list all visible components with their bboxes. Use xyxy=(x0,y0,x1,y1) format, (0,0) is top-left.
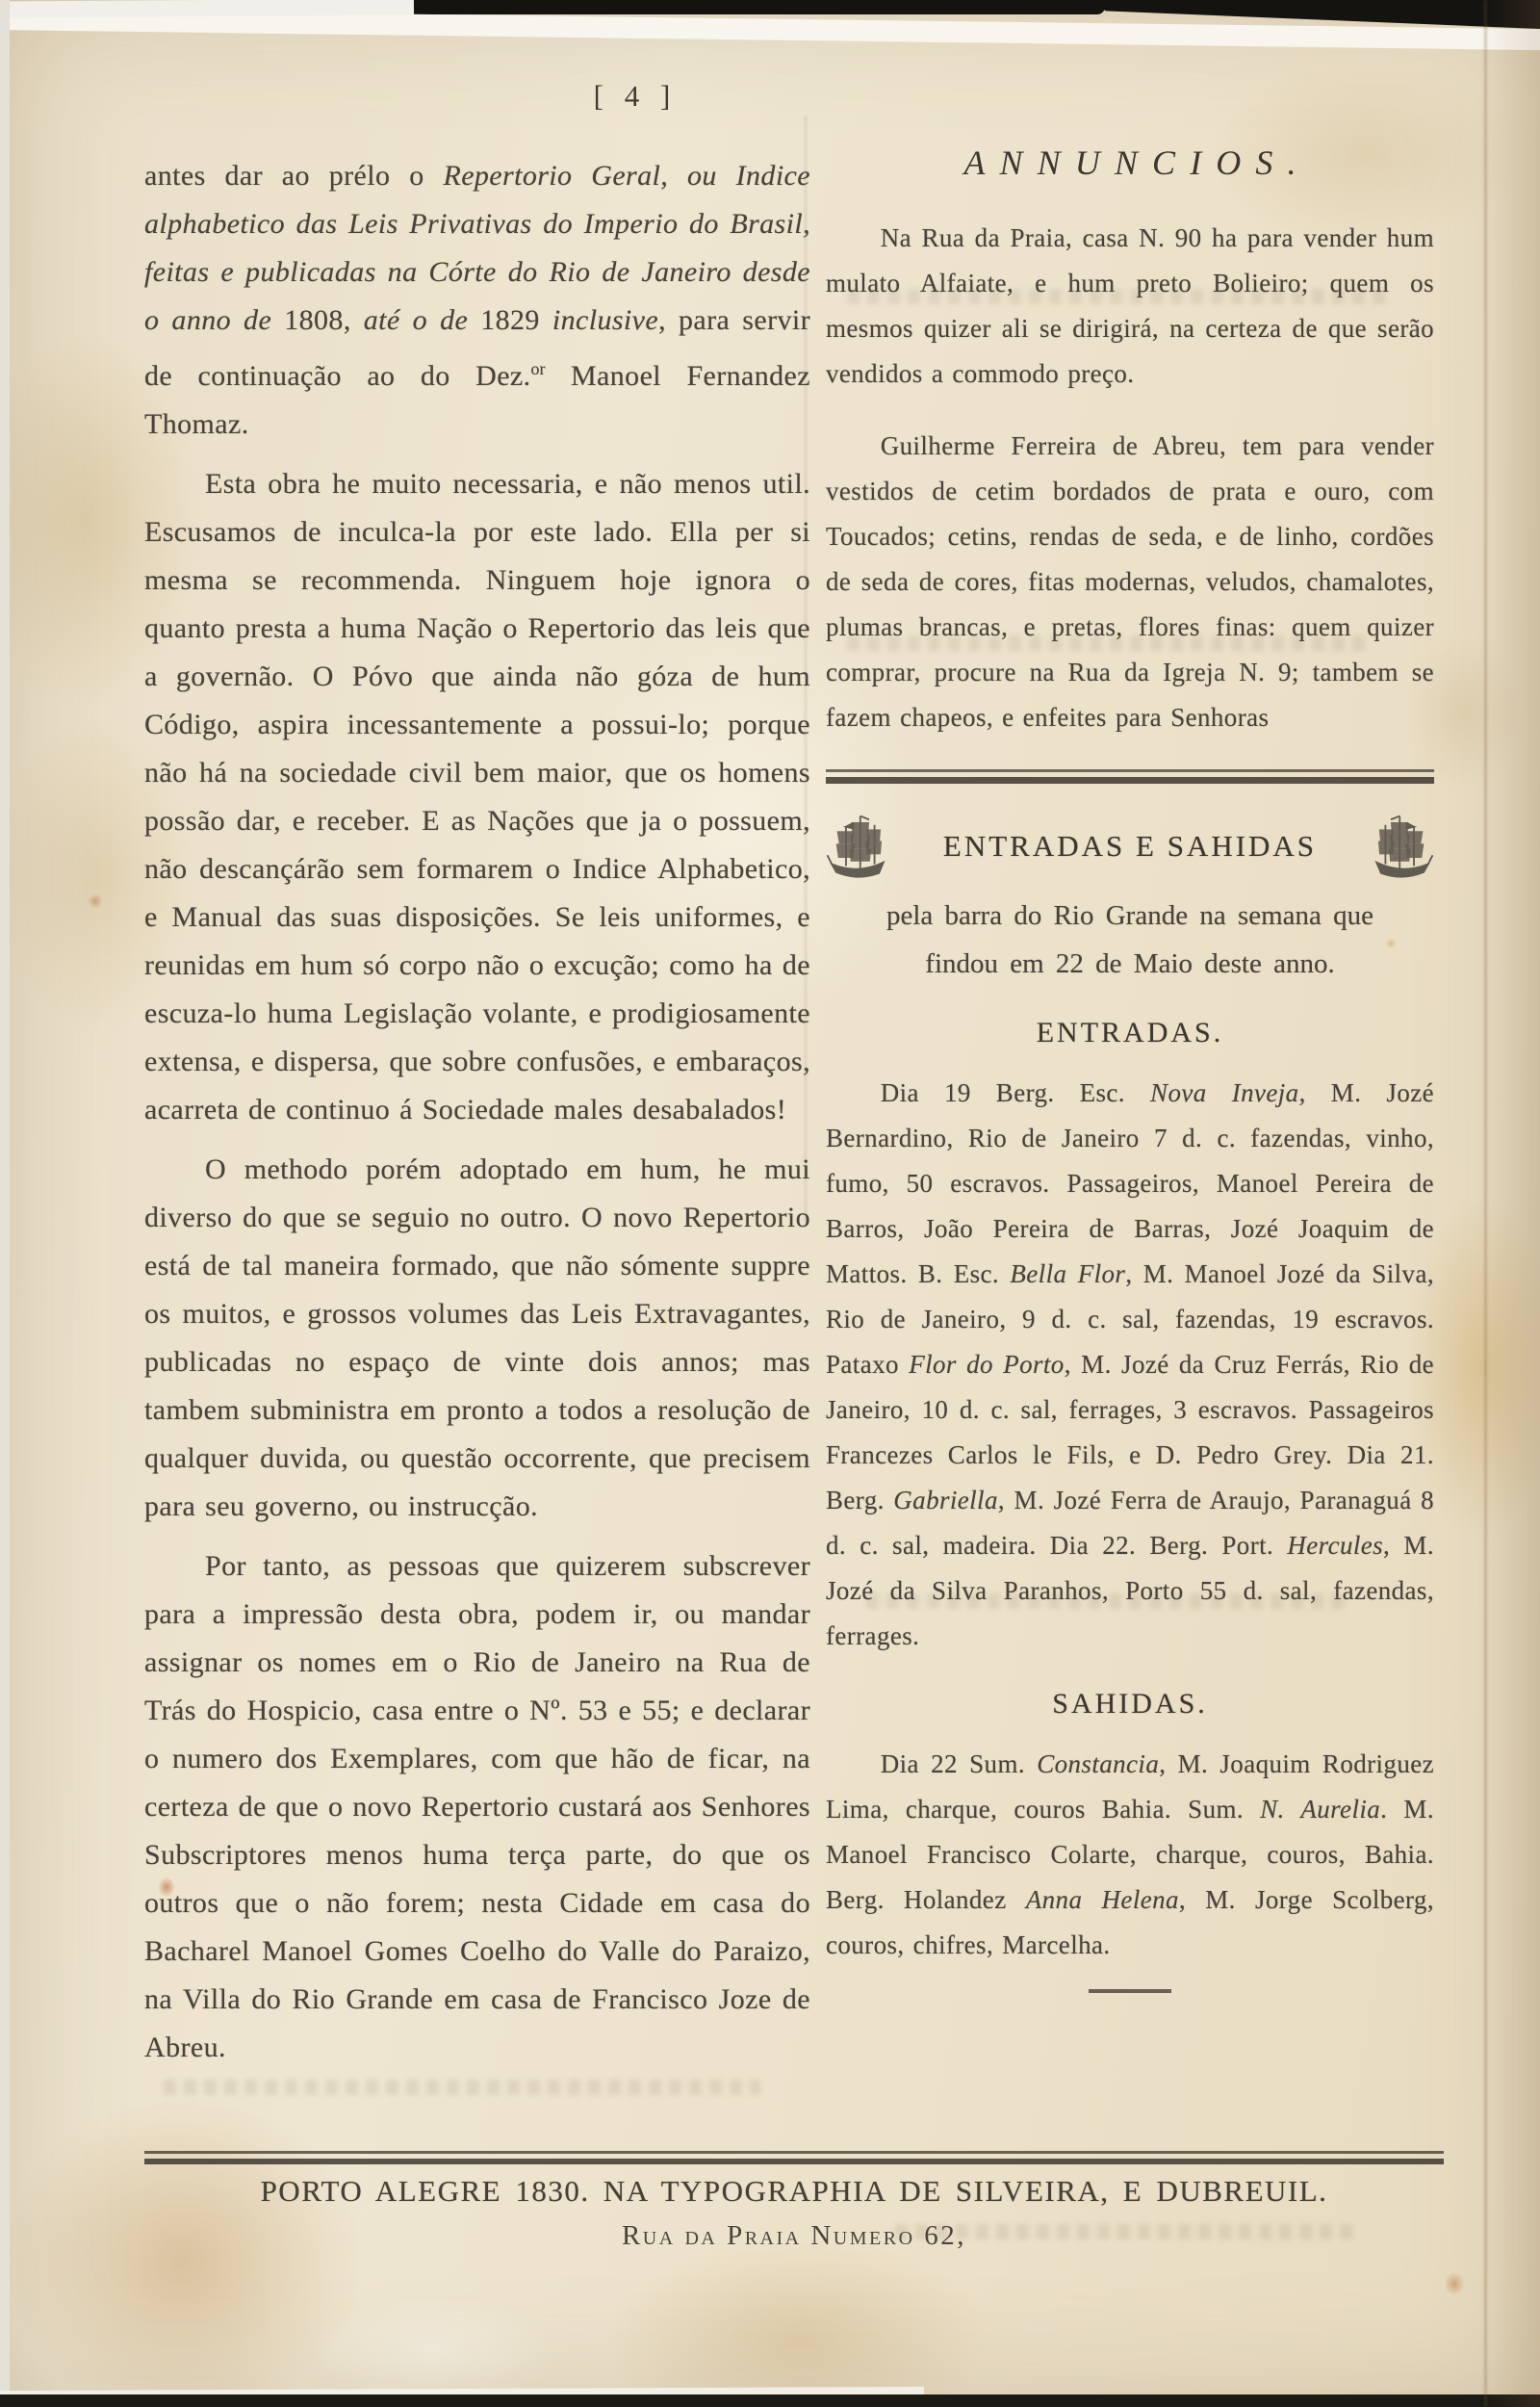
imprint-address: Rua da Praia Numero 62, xyxy=(621,2220,967,2251)
sahidas-heading: SAHIDAS. xyxy=(1052,1688,1208,1720)
paragraph-subscripcao: Por tanto, as pessoas que quizerem subscrever para a impressão desta obra, podem ir, ou mandar assignar os nomes em o Rio de Janeiro na Rua de Trás do Hospicio, casa entre o Nº. 53 e 55; e declarar o numero dos Exemplares, com que hão de ficar, na certeza de que o novo Repertorio custará aos Senhores Subscriptores menos huma terça parte, do que os outros que o não forem; nesta Cidade em casa do Bacharel Manoel Gomes Coelho do Valle do Paraizo, na Villa do Rio Grande em casa de Francisco Joze de Abreu. xyxy=(144,1550,810,2063)
paper-edge-top-left xyxy=(0,0,414,18)
sahidas-report: Dia 22 Sum. Constancia, M. Joaquim Rodriguez Lima, charque, couros Bahia. Sum. N. Aurelia. M. Manoel Francisco Colarte, charque, couros, Bahia. Berg. Holandez Anna Helena, M. Jorge Scolberg, couros, chifres, Marcelha. xyxy=(826,1749,1434,1959)
imprint xyxy=(144,2151,1444,2252)
ship-icon xyxy=(1371,811,1434,882)
ship-icon xyxy=(826,811,889,882)
movements-subtitle-line2: findou em 22 de Maio deste anno. xyxy=(925,948,1335,979)
ad-rua-da-praia: Na Rua da Praia, casa N. 90 ha para vender hum mulato Alfaiate, e hum preto Bolieiro; quem os mesmos quizer ali se dirigirá, na certeza de que serão vendidos a commodo preço. xyxy=(826,223,1434,388)
scan-edge-left xyxy=(0,0,10,2407)
paragraph-methodo: O methodo porém adoptado em hum, he mui diverso do que se seguio no outro. O novo Repertorio está de tal maneira formado, que não sómente suppre os muitos, e grossos volumes das Leis Extravagantes, publicadas no espaço de vinte dois annos; mas tambem subministra em pronto a todos a resolução de qualquer duvida, ou questão occorrente, que precisem para seu governo, ou instrucção. xyxy=(144,1153,810,1522)
entradas-sahidas-header xyxy=(826,811,1434,882)
movements-subtitle-line1: pela barra do Rio Grande na semana que xyxy=(886,900,1374,931)
footer-rule xyxy=(144,2151,1444,2164)
paragraph-esta-obra: Esta obra he muito necessaria, e não menos util. Escusamos de inculca-la por este lado. Ella per si mesma se recommenda. Ninguem hoje ignora o quanto presta a huma Nação o Repertorio das leis que a governão. O Póvo que ainda não góza de hum Código, aspira incessantemente a possui-lo; porque não há na sociedade civil bem maior, que os homens possão dar, e receber. E as Nações que ja o possuem, não descançárão sem formarem o Indice Alphabetico, e Manual das suas disposições. Se leis uniformes, e reunidas em hum só corpo não o excução; como ha de escuza-lo huma Legislação volante, e prodigiosamente extensa, e dispersa, que sobre confusões, e embaraços, acarreta de continuo á Sociedade males desabalados! xyxy=(144,468,810,1126)
imprint-publisher: PORTO ALEGRE 1830. NA TYPOGRAPHIA DE SILVEIRA, E DUBREUIL. xyxy=(260,2174,1328,2208)
annuncios-heading: ANNUNCIOS. xyxy=(963,143,1311,182)
entradas-heading: ENTRADAS. xyxy=(1036,1017,1224,1048)
right-column xyxy=(826,142,1434,1993)
left-column xyxy=(144,152,810,2083)
entradas-report: Dia 19 Berg. Esc. Nova Inveja, M. Jozé Bernardino, Rio de Janeiro 7 d. c. fazendas, vinho, fumo, 50 escravos. Passageiros, Manoel Pereira de Barros, João Pereira de Barras, Jozé Joaquim de Mattos. B. Esc. Bella Flor, M. Manoel Jozé da Silva, Rio de Janeiro, 9 d. c. sal, fazendas, 19 escravos. Pataxo Flor do Porto, M. Jozé da Cruz Ferrás, Rio de Janeiro, 10 d. c. sal, ferrages, 3 escravos. Passageiros Francezes Carlos le Fils, e D. Pedro Grey. Dia 21. Berg. Gabriella, M. Jozé Ferra de Araujo, Paranaguá 8 d. c. sal, madeira. Dia 22. Berg. Port. Hercules, M. Jozé da Silva Paranhos, Porto 55 d. sal, fazendas, ferrages. xyxy=(826,1078,1435,1650)
scan-edge-right xyxy=(1486,0,1540,2407)
entradas-sahidas-title: ENTRADAS E SAHIDAS xyxy=(942,829,1318,863)
scan-edge-bottom xyxy=(0,2394,1540,2407)
ad-guilherme-ferreira: Guilherme Ferreira de Abreu, tem para vender vestidos de cetim bordados de prata e ouro, com Toucados; cetins, rendas de seda, e de linho, cordões de seda de cores, fitas modernas, veludos, chamalotes, plumas brancas, e pretas, flores finas: quem quizer comprar, procure na Rua da Igreja N. 9; tambem se fazem chapeos, e enfeites para Senhoras xyxy=(826,431,1434,732)
section-divider-rule xyxy=(826,769,1434,784)
end-rule xyxy=(1089,1989,1171,1993)
paragraph-repertorio: antes dar ao prélo o Repertorio Geral, ou Indice alphabetico das Leis Privativas do Imperio do Brasil, feitas e publicadas na Córte do Rio de Janeiro desde o anno de 1808, até o de 1829 inclusive, para servir de continuação ao do Dez.$^{or}$ Manoel Fernandez Thomaz. xyxy=(144,160,810,440)
page-number: [ 4 ] xyxy=(593,79,678,113)
scan-edge-top xyxy=(373,0,1105,14)
